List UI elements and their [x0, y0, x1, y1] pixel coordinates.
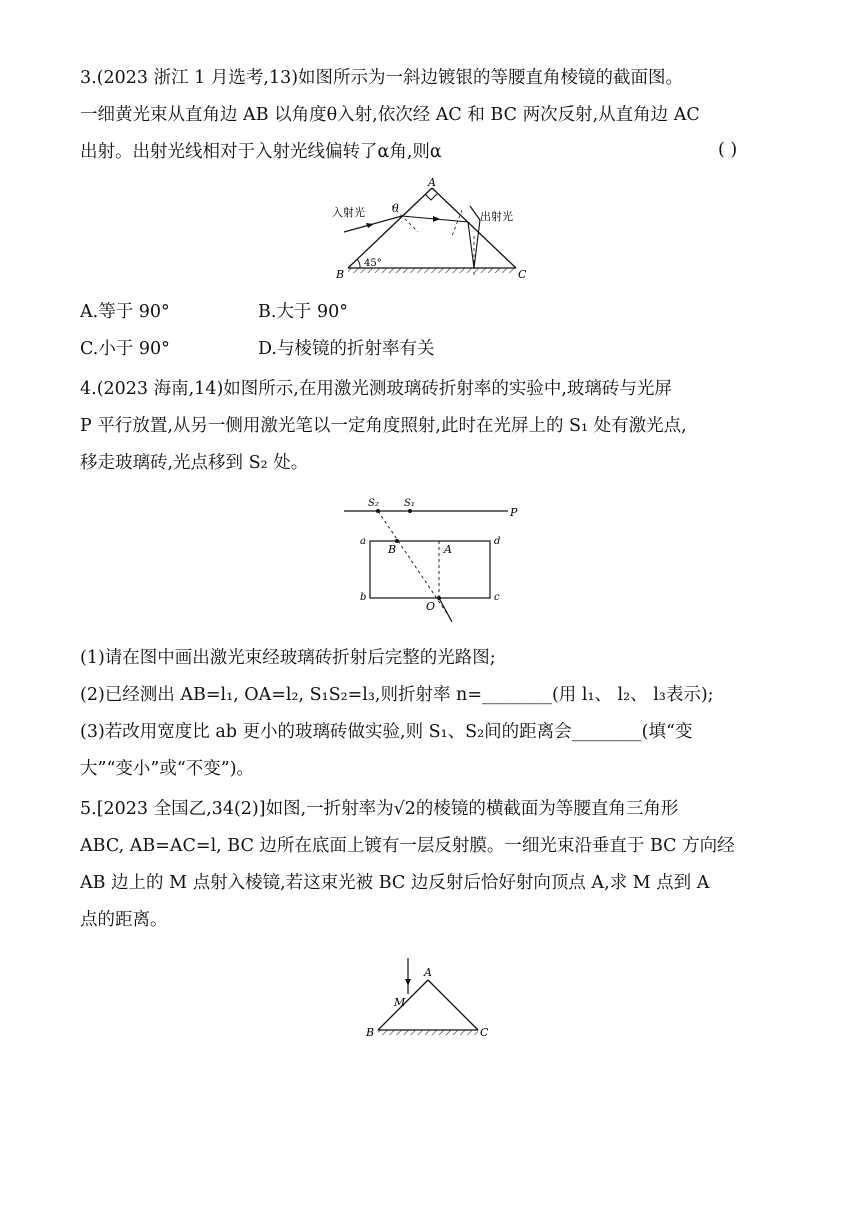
q4-label-a-small: a	[360, 536, 366, 547]
q4-label-c: c	[494, 592, 500, 603]
q3-option-d[interactable]: D.与棱镜的折射率有关	[258, 339, 435, 359]
q5-line-4: 点的距离。	[80, 910, 168, 930]
q4-sub-3-cont: 大”“变小”或“不变”)。	[80, 759, 255, 779]
q3-option-a[interactable]: A.等于 90°	[80, 302, 170, 322]
q4-label-b-big: B	[388, 543, 397, 556]
q4-line-1: 4.(2023 海南,14)如图所示,在用激光测玻璃砖折射率的实验中,玻璃砖与光屏	[80, 379, 672, 399]
q3-incident-label: 入射光	[332, 206, 365, 219]
q3-theta-label: θ	[392, 202, 399, 215]
q5-line-2: ABC, AB=AC=l, BC 边所在底面上镀有一层反射膜。一细光束沿垂直于 BC 方向经	[80, 836, 735, 856]
q4-sub-3: (3)若改用宽度比 ab 更小的玻璃砖做实验,则 S₁、S₂间的距离会________(填“变	[80, 722, 693, 742]
q5-label-a: A	[424, 966, 432, 979]
q3-label-c: C	[518, 268, 527, 281]
q3-option-b[interactable]: B.大于 90°	[258, 302, 349, 322]
q3-answer-paren: ( )	[718, 140, 738, 160]
q4-label-d: d	[494, 536, 501, 547]
q5-prism-figure	[362, 956, 502, 1046]
q3-line-2: 一细黄光束从直角边 AB 以角度θ入射,依次经 AC 和 BC 两次反射,从直角边 AC	[80, 105, 700, 125]
q4-label-s2: S₂	[368, 498, 379, 509]
q4-sub-2: (2)已经测出 AB=l₁, OA=l₂, S₁S₂=l₃,则折射率 n=________(用 l₁、 l₂、 l₃表示);	[80, 685, 714, 705]
q5-label-m: M	[394, 996, 406, 1009]
q5-line-1: 5.[2023 全国乙,34(2)]如图,一折射率为√2的棱镜的横截面为等腰直角三角形	[80, 799, 679, 819]
q5-label-c: C	[480, 1026, 489, 1039]
q3-prism-figure	[330, 176, 540, 286]
q4-glass-figure	[340, 488, 530, 636]
q3-label-a: A	[428, 176, 436, 189]
q5-line-3: AB 边上的 M 点射入棱镜,若这束光被 BC 边反射后恰好射向顶点 A,求 M 点到 A	[80, 873, 710, 893]
q4-label-o: O	[426, 600, 436, 613]
q3-line-1: 3.(2023 浙江 1 月选考,13)如图所示为一斜边镀银的等腰直角棱镜的截面图。	[80, 68, 684, 88]
q3-angle-label: 45°	[364, 258, 382, 269]
q4-label-b-small: b	[360, 592, 367, 603]
q3-outgoing-label: 出射光	[480, 210, 513, 223]
q3-line-3: 出射。出射光线相对于入射光线偏转了α角,则α	[80, 142, 442, 162]
q3-option-c[interactable]: C.小于 90°	[80, 339, 170, 359]
q4-line-3: 移走玻璃砖,光点移到 S₂ 处。	[80, 453, 309, 473]
q4-line-2: P 平行放置,从另一侧用激光笔以一定角度照射,此时在光屏上的 S₁ 处有激光点,	[80, 416, 687, 436]
q5-label-b: B	[366, 1026, 375, 1039]
q3-label-b: B	[336, 268, 345, 281]
q4-sub-1: (1)请在图中画出激光束经玻璃砖折射后完整的光路图;	[80, 648, 496, 668]
q4-label-p: P	[510, 506, 518, 519]
q4-label-a-big: A	[444, 543, 452, 556]
q4-label-s1: S₁	[404, 498, 415, 509]
